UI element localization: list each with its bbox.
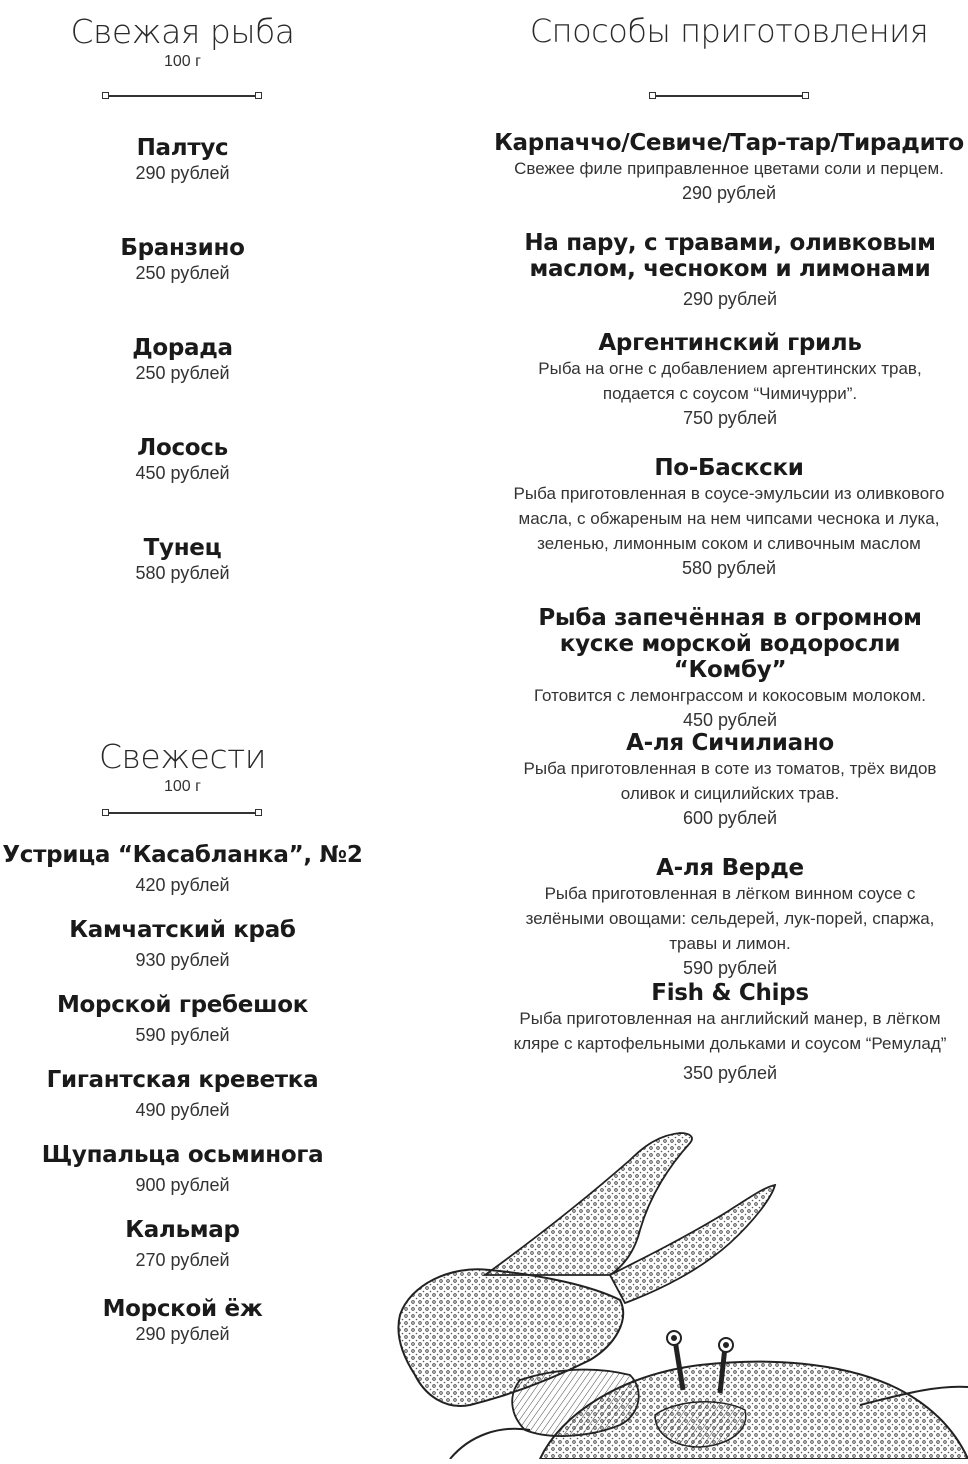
cooking-name: А-ля Сичилиано xyxy=(626,730,834,756)
fish-price: 250 рублей xyxy=(135,263,230,283)
freshness-name: Щупальца осьминога xyxy=(41,1142,324,1168)
freshness-price: 900 рублей xyxy=(135,1175,230,1195)
fish-name: Тунец xyxy=(143,535,222,561)
cooking-price: 290 рублей xyxy=(682,289,778,309)
cooking-desc: Готовится с лемонграссом и кокосовым молоком. xyxy=(533,686,927,705)
freshness-title: Свежести xyxy=(99,737,266,776)
cooking-item xyxy=(490,130,968,205)
cooking-divider xyxy=(653,95,805,97)
fish-item xyxy=(0,135,365,185)
freshness-name: Гигантская креветка xyxy=(46,1067,319,1093)
freshness-price: 930 рублей xyxy=(135,950,230,970)
cooking-price: 290 рублей xyxy=(681,183,777,203)
cooking-item xyxy=(505,855,955,980)
cooking-price: 590 рублей xyxy=(682,958,778,978)
freshness-name: Морской гребешок xyxy=(56,992,309,1018)
cooking-price: 450 рублей xyxy=(682,710,778,730)
freshness-price: 420 рублей xyxy=(135,875,230,895)
cooking-desc: Рыба приготовленная в соте из томатов, трёх видов оливок и сицилийских трав. xyxy=(523,759,937,803)
cooking-name: На пару, с травами, оливковым маслом, чесноком и лимонами xyxy=(524,230,936,282)
cooking-item xyxy=(505,330,955,430)
cooking-name: Рыба запечённая в огромном куске морской водоросли “Комбу” xyxy=(538,605,922,683)
fish-price: 290 рублей xyxy=(135,163,230,183)
fish-price: 450 рублей xyxy=(135,463,230,483)
cooking-title: Способы приготовления xyxy=(529,12,929,50)
fresh-fish-unit: 100 г xyxy=(164,53,201,70)
freshness-item xyxy=(0,992,365,1047)
fish-name: Палтус xyxy=(136,135,229,161)
cooking-price: 580 рублей xyxy=(681,558,777,578)
freshness-divider xyxy=(106,812,258,814)
cooking-name: По-Баскски xyxy=(654,455,804,481)
fish-item xyxy=(0,335,365,385)
freshness-price: 590 рублей xyxy=(135,1025,230,1045)
freshness-name: Устрица “Касабланка”, №2 xyxy=(2,842,363,868)
cooking-item xyxy=(495,980,965,1085)
freshness-item xyxy=(0,1142,365,1197)
crab-illustration-icon xyxy=(390,1125,968,1459)
cooking-price: 350 рублей xyxy=(682,1063,778,1083)
cooking-item xyxy=(505,230,955,311)
cooking-name: Fish & Chips xyxy=(651,980,809,1006)
cooking-desc: Свежее филе приправленное цветами соли и перцем. xyxy=(514,159,944,178)
fresh-fish-divider xyxy=(106,95,258,97)
cooking-desc: Рыба приготовленная в лёгком винном соусе с зелёными овощами: сельдерей, лук-порей, спаржа, травы и лимон. xyxy=(525,884,935,953)
freshness-item xyxy=(0,1296,365,1346)
freshness-unit: 100 г xyxy=(164,778,201,795)
freshness-price: 490 рублей xyxy=(135,1100,230,1120)
freshness-item xyxy=(0,917,365,972)
cooking-price: 750 рублей xyxy=(682,408,778,428)
cooking-price: 600 рублей xyxy=(682,808,778,828)
fish-item xyxy=(0,535,365,585)
cooking-name: Карпаччо/Севиче/Тар-тар/Тирадито xyxy=(494,130,964,156)
freshness-item xyxy=(0,1217,365,1272)
freshness-price: 270 рублей xyxy=(135,1250,230,1270)
cooking-name: А-ля Верде xyxy=(656,855,804,881)
freshness-name: Камчатский краб xyxy=(69,917,296,943)
cooking-item xyxy=(495,730,965,830)
cooking-desc: Рыба на огне с добавлением аргентинских трав, подается с соусом “Чимичурри”. xyxy=(538,359,922,403)
fresh-fish-title: Свежая рыба xyxy=(70,12,295,51)
freshness-name: Морской ёж xyxy=(102,1296,263,1322)
fish-price: 250 рублей xyxy=(135,363,230,383)
fish-name: Бранзино xyxy=(120,235,245,261)
freshness-item xyxy=(0,1067,365,1122)
fish-name: Лосось xyxy=(137,435,228,461)
fish-name: Дорада xyxy=(132,335,233,361)
fish-item xyxy=(0,435,365,485)
fish-item xyxy=(0,235,365,285)
cooking-item xyxy=(490,455,968,580)
cooking-desc: Рыба приготовленная в соусе-эмульсии из оливкового масла, с обжареным на нем чипсами чеснока и лука, зеленью, лимонным соком и сливочным маслом xyxy=(513,484,945,553)
cooking-desc: Рыба приготовленная на английский манер, в лёгком кляре с картофельными дольками и соусом “Ремулад” xyxy=(513,1009,947,1053)
freshness-item xyxy=(0,842,365,897)
cooking-name: Аргентинский гриль xyxy=(598,330,862,356)
freshness-price: 290 рублей xyxy=(135,1324,230,1344)
cooking-item xyxy=(520,605,940,732)
fish-price: 580 рублей xyxy=(135,563,230,583)
freshness-name: Кальмар xyxy=(125,1217,240,1243)
